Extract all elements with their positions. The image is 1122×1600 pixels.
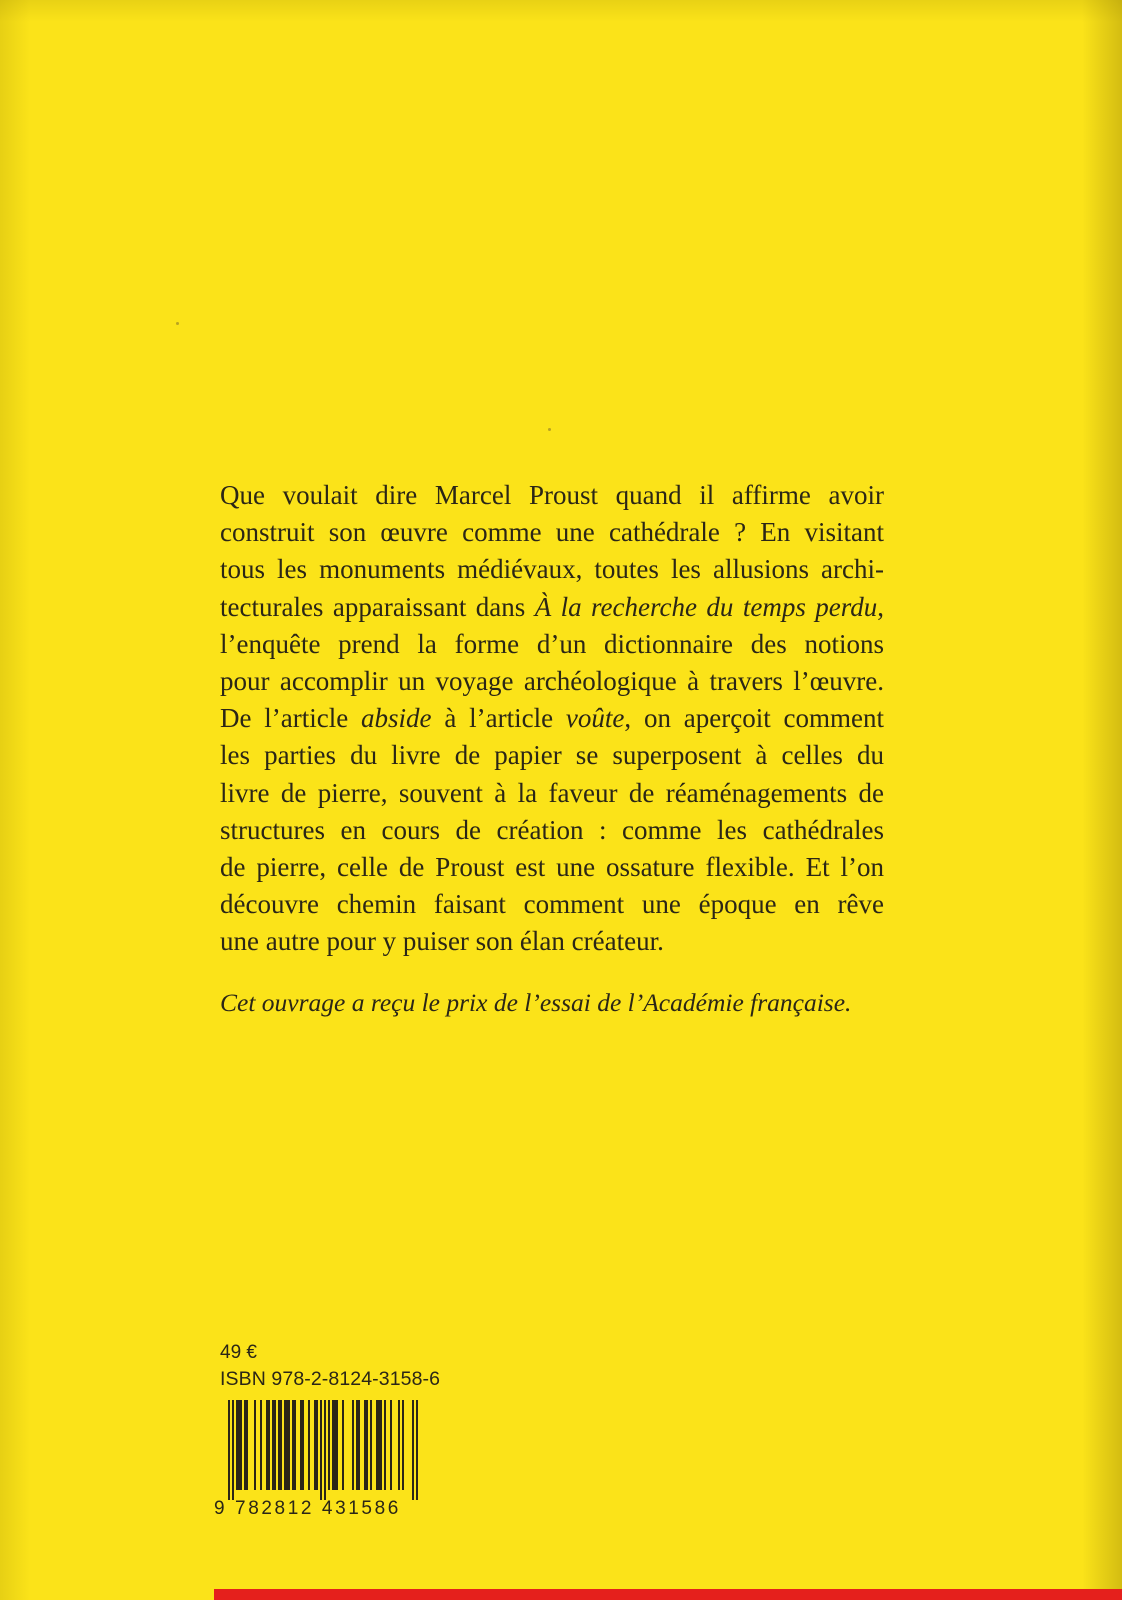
blurb-line (220, 849, 884, 886)
barcode-bar (358, 1400, 360, 1490)
blurb-line (220, 700, 884, 737)
barcode-bar (300, 1400, 302, 1490)
barcode-bar (328, 1400, 330, 1490)
barcode-bar (266, 1400, 268, 1490)
blurb-line (220, 589, 884, 626)
barcode-bar (260, 1400, 262, 1490)
barcode-bar (332, 1400, 334, 1490)
blurb-text: , on aperçoit comment (624, 703, 884, 734)
blurb-text: Que voulait dire Marcel Proust quand il affirme avoir (220, 480, 884, 510)
scan-shadow-left (0, 0, 30, 1600)
blurb-line (220, 514, 884, 551)
blurb-text: , (877, 591, 885, 622)
blurb-line (220, 477, 884, 514)
barcode-bar (238, 1400, 240, 1490)
paper-speck (176, 322, 179, 325)
blurb-text: l’enquête prend la forme d’un dictionnaire des notions (220, 628, 884, 659)
blurb-line (220, 626, 884, 663)
barcode-bar (268, 1400, 270, 1490)
italic-title-text: À la recherche du temps perdu (534, 591, 878, 622)
barcode-digits: 9 782812 431586 (214, 1498, 401, 1519)
barcode-bar (324, 1400, 326, 1500)
barcode-bar (336, 1400, 338, 1490)
barcode-bar (278, 1400, 280, 1490)
barcode-bar (302, 1400, 304, 1490)
blurb-text: structures en cours de création : comme les cathédrales (220, 814, 884, 845)
barcode-bar (240, 1400, 242, 1490)
price-label: 49 € (220, 1342, 257, 1363)
barcode-bar (398, 1400, 400, 1490)
barcode-bar (254, 1400, 256, 1490)
blurb-line (220, 737, 884, 774)
barcode-bar (286, 1400, 288, 1490)
blurb-text: tous les monuments médiévaux, toutes les allusions archi- (220, 554, 884, 585)
barcode-bar (376, 1400, 378, 1490)
barcode-bar (272, 1400, 274, 1490)
barcode-bar (366, 1400, 368, 1490)
blurb-line (220, 812, 884, 849)
barcode-bar (244, 1400, 246, 1490)
barcode-bar (384, 1400, 386, 1490)
blurb-text: les parties du livre de papier se superposent à celles du (220, 740, 884, 771)
blurb-text: construit son œuvre comme une cathédrale ? En visitant (220, 517, 884, 548)
blurb-text: pour accomplir un voyage archéologique à travers l’œuvre. (220, 666, 884, 697)
scan-shadow-right (1082, 0, 1122, 1600)
barcode-bar (232, 1400, 234, 1500)
barcode-bar (236, 1400, 238, 1490)
blurb-line (220, 551, 884, 588)
barcode-bar (228, 1400, 230, 1500)
barcode-bar (370, 1400, 372, 1490)
barcode-bar (390, 1400, 392, 1490)
barcode-bar (308, 1400, 310, 1490)
paper-speck (548, 428, 551, 431)
barcode-bar (314, 1400, 316, 1490)
barcode-bar (380, 1400, 382, 1490)
blurb-text: une autre pour y puiser son élan créateur. (220, 926, 664, 957)
barcode-bar (378, 1400, 380, 1490)
barcode-bar (334, 1400, 336, 1490)
barcode-bar (284, 1400, 286, 1490)
italic-title-text: voûte (565, 703, 625, 734)
barcode-bar (320, 1400, 322, 1500)
barcode-bar (316, 1400, 318, 1490)
blurb-text: De l’article (220, 703, 362, 734)
barcode-bar (288, 1400, 290, 1490)
blurb-line (220, 923, 884, 960)
barcode-bar (274, 1400, 276, 1490)
barcode-bar (280, 1400, 282, 1490)
blurb-line (220, 886, 884, 923)
blurb-text: de pierre, celle de Proust est une ossature flexible. Et l’on (220, 852, 884, 883)
blurb-text: livre de pierre, souvent à la faveur de réaménagements de (220, 777, 884, 808)
prize-note: Cet ouvrage a reçu le prix de l’essai de l’Académie française. (220, 988, 852, 1017)
barcode-bar (402, 1400, 404, 1490)
isbn-barcode (216, 1400, 428, 1500)
barcode-bar (412, 1400, 414, 1500)
blurb-line (220, 663, 884, 700)
barcode-bar (292, 1400, 294, 1490)
barcode-bar (356, 1400, 358, 1490)
barcode-bar (416, 1400, 418, 1500)
barcode-bar (364, 1400, 366, 1490)
red-border-band (214, 1589, 1122, 1600)
blurb-text: tecturales apparaissant dans (220, 591, 535, 622)
isbn-label: ISBN 978-2-8124-3158-6 (220, 1368, 441, 1390)
barcode-bar (352, 1400, 354, 1490)
blurb-text: à l’article (431, 703, 566, 734)
barcode-bar (294, 1400, 296, 1490)
barcode-bar (342, 1400, 344, 1490)
blurb-paragraph (220, 477, 884, 961)
blurb-text: découvre chemin faisant comment une époque en rêve (220, 889, 884, 920)
italic-title-text: abside (361, 703, 432, 734)
scan-shadow-top (0, 0, 1122, 22)
blurb-line (220, 775, 884, 812)
barcode-bar (246, 1400, 248, 1490)
